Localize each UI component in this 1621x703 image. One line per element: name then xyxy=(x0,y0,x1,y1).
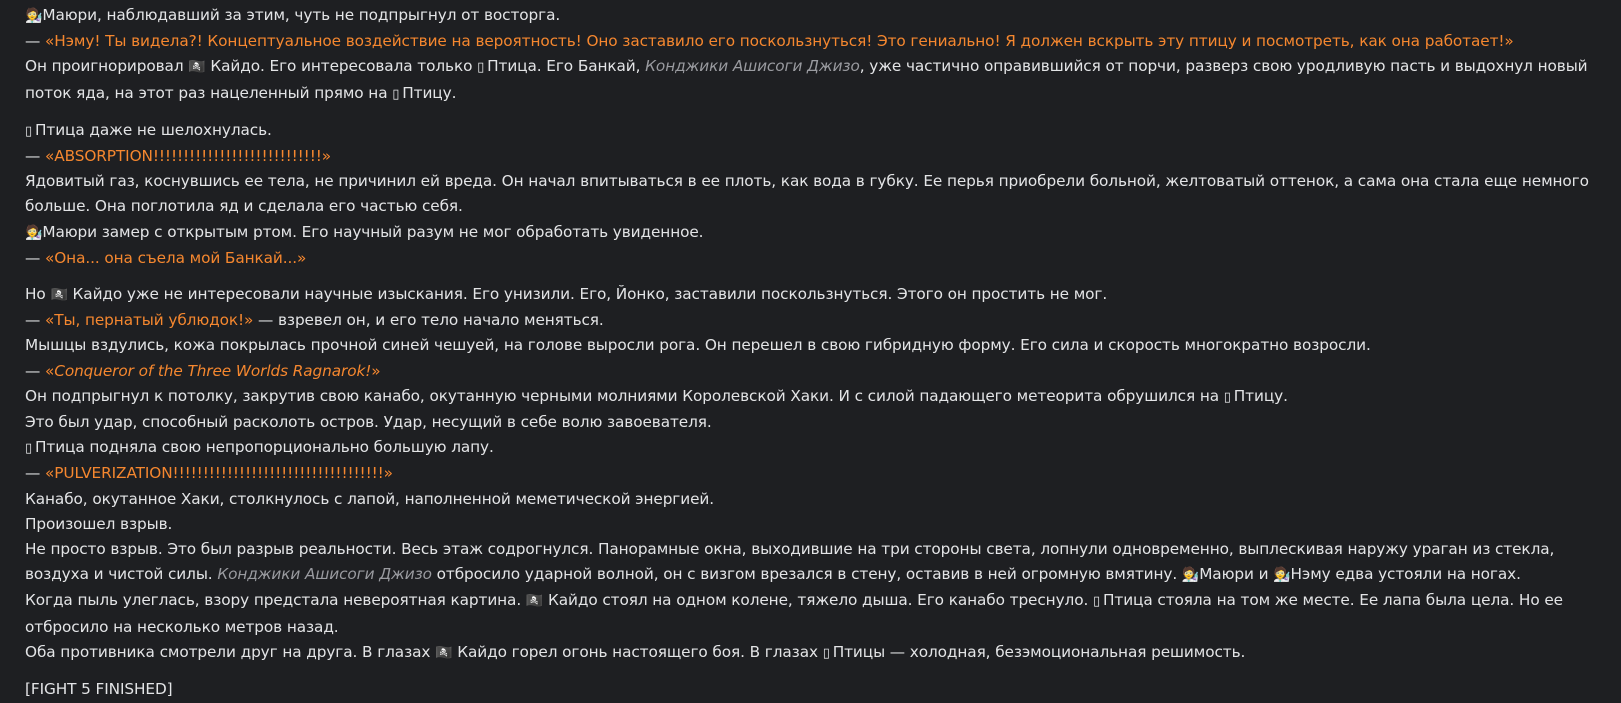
scientist-icon: 🧑‍🔬 xyxy=(25,224,43,241)
bankai-name: Конджики Ашисоги Джизо xyxy=(645,57,860,76)
paragraph-bird-paw: ▯ Птица подняла свою непропорционально большую лапу. xyxy=(25,435,1603,461)
bird-box-icon: ▯ xyxy=(1223,389,1231,405)
quote-text: «Нэму! Ты видела?! Концептуальное воздействие на вероятность! Оно заставило его поскользнуться! Это гениально! Я должен вскрыть эту птицу и посмотреть, как она работает!» xyxy=(44,32,1514,51)
bird-box-icon: ▯ xyxy=(1093,594,1101,610)
paragraph-poison-absorbed: Ядовитый газ, коснувшись ее тела, не причинил ей вреда. Он начал впитываться в ее плоть, как вода в губку. Ее перья приобрели больной, желтоватый оттенок, а сама она стала еще немного больше. Она поглотила яд и сделала его частью себя. xyxy=(25,172,1589,216)
attack-name: Conqueror of the Three Worlds Ragnarok! xyxy=(54,361,372,380)
quote-absorption: — «ABSORPTION!!!!!!!!!!!!!!!!!!!!!!!!!!!!» xyxy=(25,147,332,166)
paragraph-collision: Канабо, окутанное Хаки, столкнулось с лапой, наполненной меметической энергией. xyxy=(25,489,714,508)
paragraph-mayuri-stunned: 🧑‍🔬Маюри замер с открытым ртом. Его научный разум не мог обработать увиденное. xyxy=(25,222,704,241)
pirate-flag-icon: 🏴‍☠️ xyxy=(50,287,68,304)
paragraph-island-splitting: Это был удар, способный расколоть остров. Удар, несущий в себе волю завоевателя. xyxy=(25,413,712,432)
quote-text: «ABSORPTION!!!!!!!!!!!!!!!!!!!!!!!!!!!!» xyxy=(44,147,332,166)
pirate-flag-icon: 🏴‍☠️ xyxy=(525,593,544,610)
pirate-flag-icon: 🏴‍☠️ xyxy=(435,644,453,661)
scientist-icon: 🧑‍🔬 xyxy=(1273,567,1291,584)
paragraph-reality-rupture: Не просто взрыв. Это был разрыв реальности. Весь этаж содрогнулся. Панорамные окна, выходившие на три стороны света, лопнули одновременно, выплескивая наружу ураган из стекла, воздуха и чистой силы. Конджики Ашисоги Джизо отбросило ударной волной, он с визгом врезался в стену, оставив в ней огромную вмятину. 🧑‍🔬Маюри и 🧑‍🔬Нэму едва устояли на ногах. xyxy=(25,540,1555,584)
scientist-icon: 🧑‍🔬 xyxy=(25,8,43,24)
bankai-name: Конджики Ашисоги Джизо xyxy=(217,565,432,584)
quote-text: «Ты, пернатый ублюдок!» xyxy=(44,311,254,330)
bird-box-icon: ▯ xyxy=(477,60,485,76)
bird-box-icon: ▯ xyxy=(822,645,830,661)
quote-text: «PULVERIZATION!!!!!!!!!!!!!!!!!!!!!!!!!!!!!!!!!!!» xyxy=(44,464,393,483)
paragraph-staredown: Оба противника смотрели друг на друга. В глазах 🏴‍☠️ Кайдо горел огонь настоящего боя. В глазах ▯ Птицы — холодная, безэмоциональная решимость. xyxy=(25,640,1603,666)
paragraph-mayuri-excited: 🧑‍🔬Маюри, наблюдавший за этим, чуть не подпрыгнул от восторга. xyxy=(25,6,561,24)
quote-conqueror: — «Conqueror of the Three Worlds Ragnarok!» xyxy=(25,361,381,380)
paragraph-kaido-humiliated: Но 🏴‍☠️ Кайдо уже не интересовали научные изыскания. Его унизили. Его, Йонко, заставили поскользнуться. Этого он простить не мог. xyxy=(25,285,1108,304)
bird-box-icon: ▯ xyxy=(25,441,33,457)
quote-ate-bankai: — «Она... она съела мой Банкай...» xyxy=(25,248,307,267)
paragraph-hybrid-form: Мышцы вздулись, кожа покрылась прочной синей чешуей, на голове выросли рога. Он перешел в свою гибридную форму. Его сила и скорость многократно возросли. xyxy=(25,336,1371,355)
quote-text: «Она... она съела мой Банкай...» xyxy=(44,248,307,267)
paragraph-explosion: Произошел взрыв. xyxy=(25,514,173,533)
paragraph-ignored-kaido: Он проигнорировал 🏴‍☠️ Кайдо. Его интересовала только ▯ Птица. Его Банкай, Конджики Ашисоги Джизо, уже частично оправившийся от порчи, разверз свою уродливую пасть и выдохнул новый поток яда, на этот раз нацеленный прямо на ▯ Птицу. xyxy=(25,54,1603,106)
bird-box-icon: ▯ xyxy=(392,86,400,102)
quote-nemu-seen: — «Нэму! Ты видела?! Концептуальное воздействие на вероятность! Оно заставило его поскользнуться! Это гениально! Я должен вскрыть эту птицу и посмотреть, как она работает!» xyxy=(25,32,1514,51)
fight-finished-marker: [FIGHT 5 FINISHED] xyxy=(25,680,173,699)
paragraph-kanabo-strike: Он подпрыгнул к потолку, закрутив свою канабо, окутанную черными молниями Королевской Хаки. И с силой падающего метеорита обрушился на ▯ Птицу. xyxy=(25,384,1603,410)
quote-pulverization: — «PULVERIZATION!!!!!!!!!!!!!!!!!!!!!!!!!!!!!!!!!!!» xyxy=(25,464,393,483)
pirate-flag-icon: 🏴‍☠️ xyxy=(188,59,206,76)
scientist-icon: 🧑‍🔬 xyxy=(1181,567,1200,584)
bird-box-icon: ▯ xyxy=(25,123,33,139)
quote-feathered-bastard: — «Ты, пернатый ублюдок!» — взревел он, и его тело начало меняться. xyxy=(25,311,604,330)
paragraph-bird-calm: ▯ Птица даже не шелохнулась. xyxy=(25,118,1603,144)
paragraph-aftermath: Когда пыль улеглась, взору предстала невероятная картина. 🏴‍☠️ Кайдо стоял на одном колене, тяжело дыша. Его канабо треснуло. ▯ Птица стояла на том же месте. Ее лапа была цела. Но ее отбросило на несколько метров назад. xyxy=(25,591,1563,636)
